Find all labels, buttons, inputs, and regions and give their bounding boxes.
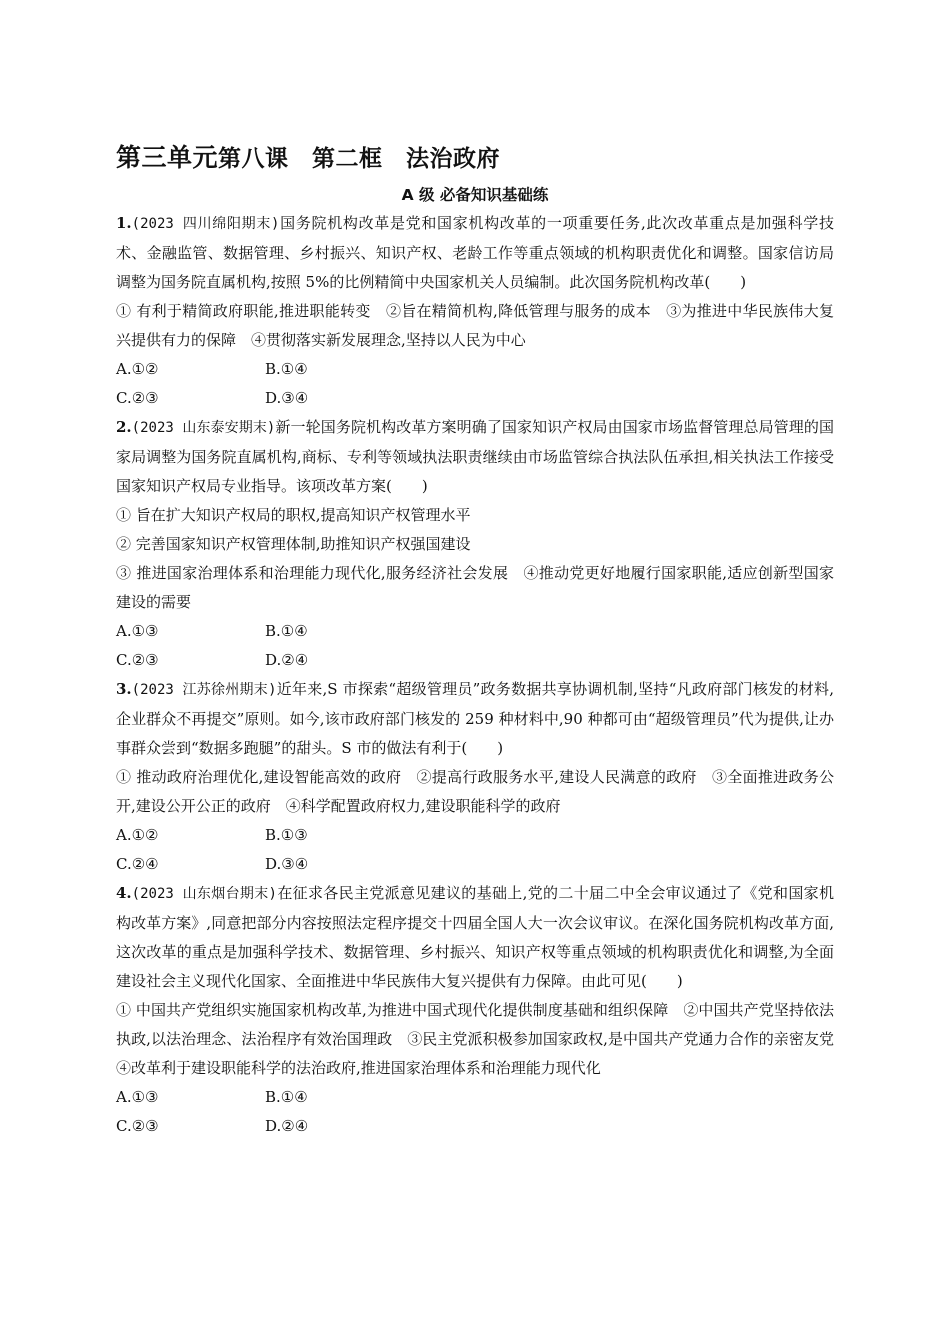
question-4	[116, 879, 850, 1141]
question-text: 国务院机构改革是党和国家机构改革的一项重要任务,此次改革重点是加强科学技术、金融监管、数据管理、乡村振兴、知识产权、老龄工作等重点领域的机构职责优化和调整。国家信访局调整为国务院直属机构,按照 5%的比例精简中央国家机关人员编制。此次国务院机构改革( )	[116, 214, 834, 291]
question-stem	[116, 209, 834, 297]
choice-row	[116, 850, 834, 879]
question-2	[116, 413, 834, 675]
question-number: 4.	[116, 884, 132, 902]
question-number: 2.	[116, 418, 132, 436]
question-source: (2023 四川绵阳期末)	[131, 216, 280, 232]
document-page	[116, 140, 850, 1141]
question-text: 新一轮国务院机构改革方案明确了国家知识产权局由国家市场监督管理总局管理的国家局调整为国务院直属机构,商标、专利等领域执法职责继续由市场监管综合执法队伍承担,相关执法工作接受国家知识产权局专业指导。该项改革方案( )	[116, 418, 834, 495]
choice-c[interactable]: C.②④	[116, 855, 159, 873]
choice-c[interactable]: C.②③	[116, 1117, 159, 1135]
title-unit: 第三单元	[116, 143, 219, 172]
title-frame: 第二框	[312, 146, 383, 172]
statement-option: ③ 推进国家治理体系和治理能力现代化,服务经济社会发展 ④推动党更好地履行国家职能,适应创新型国家建设的需要	[116, 564, 834, 611]
choice-c[interactable]: C.②③	[116, 389, 159, 407]
choice-row	[116, 1083, 834, 1112]
statement-options: ① 推动政府治理优化,建设智能高效的政府 ②提高行政服务水平,建设人民满意的政府 ③全面推进政务公开,建设公开公正的政府 ④科学配置政府权力,建设职能科学的政府	[116, 768, 834, 815]
choice-a[interactable]: A.①②	[116, 360, 159, 378]
choice-row	[116, 384, 834, 413]
choice-a[interactable]: A.①③	[116, 1088, 159, 1106]
choice-c[interactable]: C.②③	[116, 651, 159, 669]
question-1	[116, 209, 834, 413]
choice-d[interactable]: D.②④	[265, 651, 309, 669]
choice-b[interactable]: B.①④	[265, 360, 308, 378]
choice-row	[116, 821, 834, 850]
question-stem	[116, 879, 834, 996]
question-number: 3.	[116, 680, 132, 698]
question-source: (2023 山东烟台期末)	[131, 886, 277, 902]
choice-row	[116, 617, 834, 646]
statement-option: ② 完善国家知识产权管理体制,助推知识产权强国建设	[116, 535, 471, 553]
statement-options: ① 有利于精简政府职能,推进职能转变 ②旨在精简机构,降低管理与服务的成本 ③为推进中华民族伟大复兴提供有力的保障 ④贯彻落实新发展理念,坚持以人民为中心	[116, 302, 834, 349]
statement-options: ① 中国共产党组织实施国家机构改革,为推进中国式现代化提供制度基础和组织保障 ②中国共产党坚持依法执政,以法治理念、法治程序有效治国理政 ③民主党派积极参加国家政权,是中国共产党通力合作的亲密友党 ④改革利于建设职能科学的法治政府,推进国家治理体系和治理能力现代化	[116, 1001, 850, 1077]
question-source: (2023 江苏徐州期末)	[131, 682, 277, 698]
title-lesson: 第八课	[218, 146, 289, 172]
choice-d[interactable]: D.②④	[265, 1117, 309, 1135]
question-text: 在征求各民主党派意见建议的基础上,党的二十届二中全会审议通过了《党和国家机构改革方案》,同意把部分内容按照法定程序提交十四届全国人大一次会议审议。在深化国务院机构改革方面,这次改革的重点是加强科学技术、数据管理、乡村振兴、知识产权等重点领域的机构职责优化和调整,为全面建设社会主义现代化国家、全面推进中华民族伟大复兴提供有力保障。由此可见( )	[116, 884, 834, 990]
question-number: 1.	[116, 214, 132, 232]
question-stem	[116, 413, 834, 501]
page-title	[116, 140, 834, 177]
choice-b[interactable]: B.①④	[265, 622, 308, 640]
title-topic: 法治政府	[406, 146, 501, 172]
choice-d[interactable]: D.③④	[265, 389, 309, 407]
question-text: 近年来,S 市探索“超级管理员”政务数据共享协调机制,坚持“凡政府部门核发的材料,企业群众不再提交”原则。如今,该市政府部门核发的 259 种材料中,90 种都可由“超级管理员”代为提供,让办事群众尝到“数据多跑腿”的甜头。S 市的做法有利于( )	[116, 680, 834, 757]
choice-d[interactable]: D.③④	[265, 855, 309, 873]
question-stem	[116, 675, 834, 763]
statement-option: ① 旨在扩大知识产权局的职权,提高知识产权管理水平	[116, 506, 471, 524]
choice-row	[116, 1112, 834, 1141]
choice-b[interactable]: B.①④	[265, 1088, 308, 1106]
choice-row	[116, 355, 834, 384]
choice-b[interactable]: B.①③	[265, 826, 308, 844]
question-source: (2023 山东泰安期末)	[131, 420, 276, 436]
question-3	[116, 675, 834, 879]
section-heading: A 级 必备知识基础练	[401, 186, 549, 204]
choice-a[interactable]: A.①③	[116, 622, 159, 640]
choice-row	[116, 646, 834, 675]
choice-a[interactable]: A.①②	[116, 826, 159, 844]
